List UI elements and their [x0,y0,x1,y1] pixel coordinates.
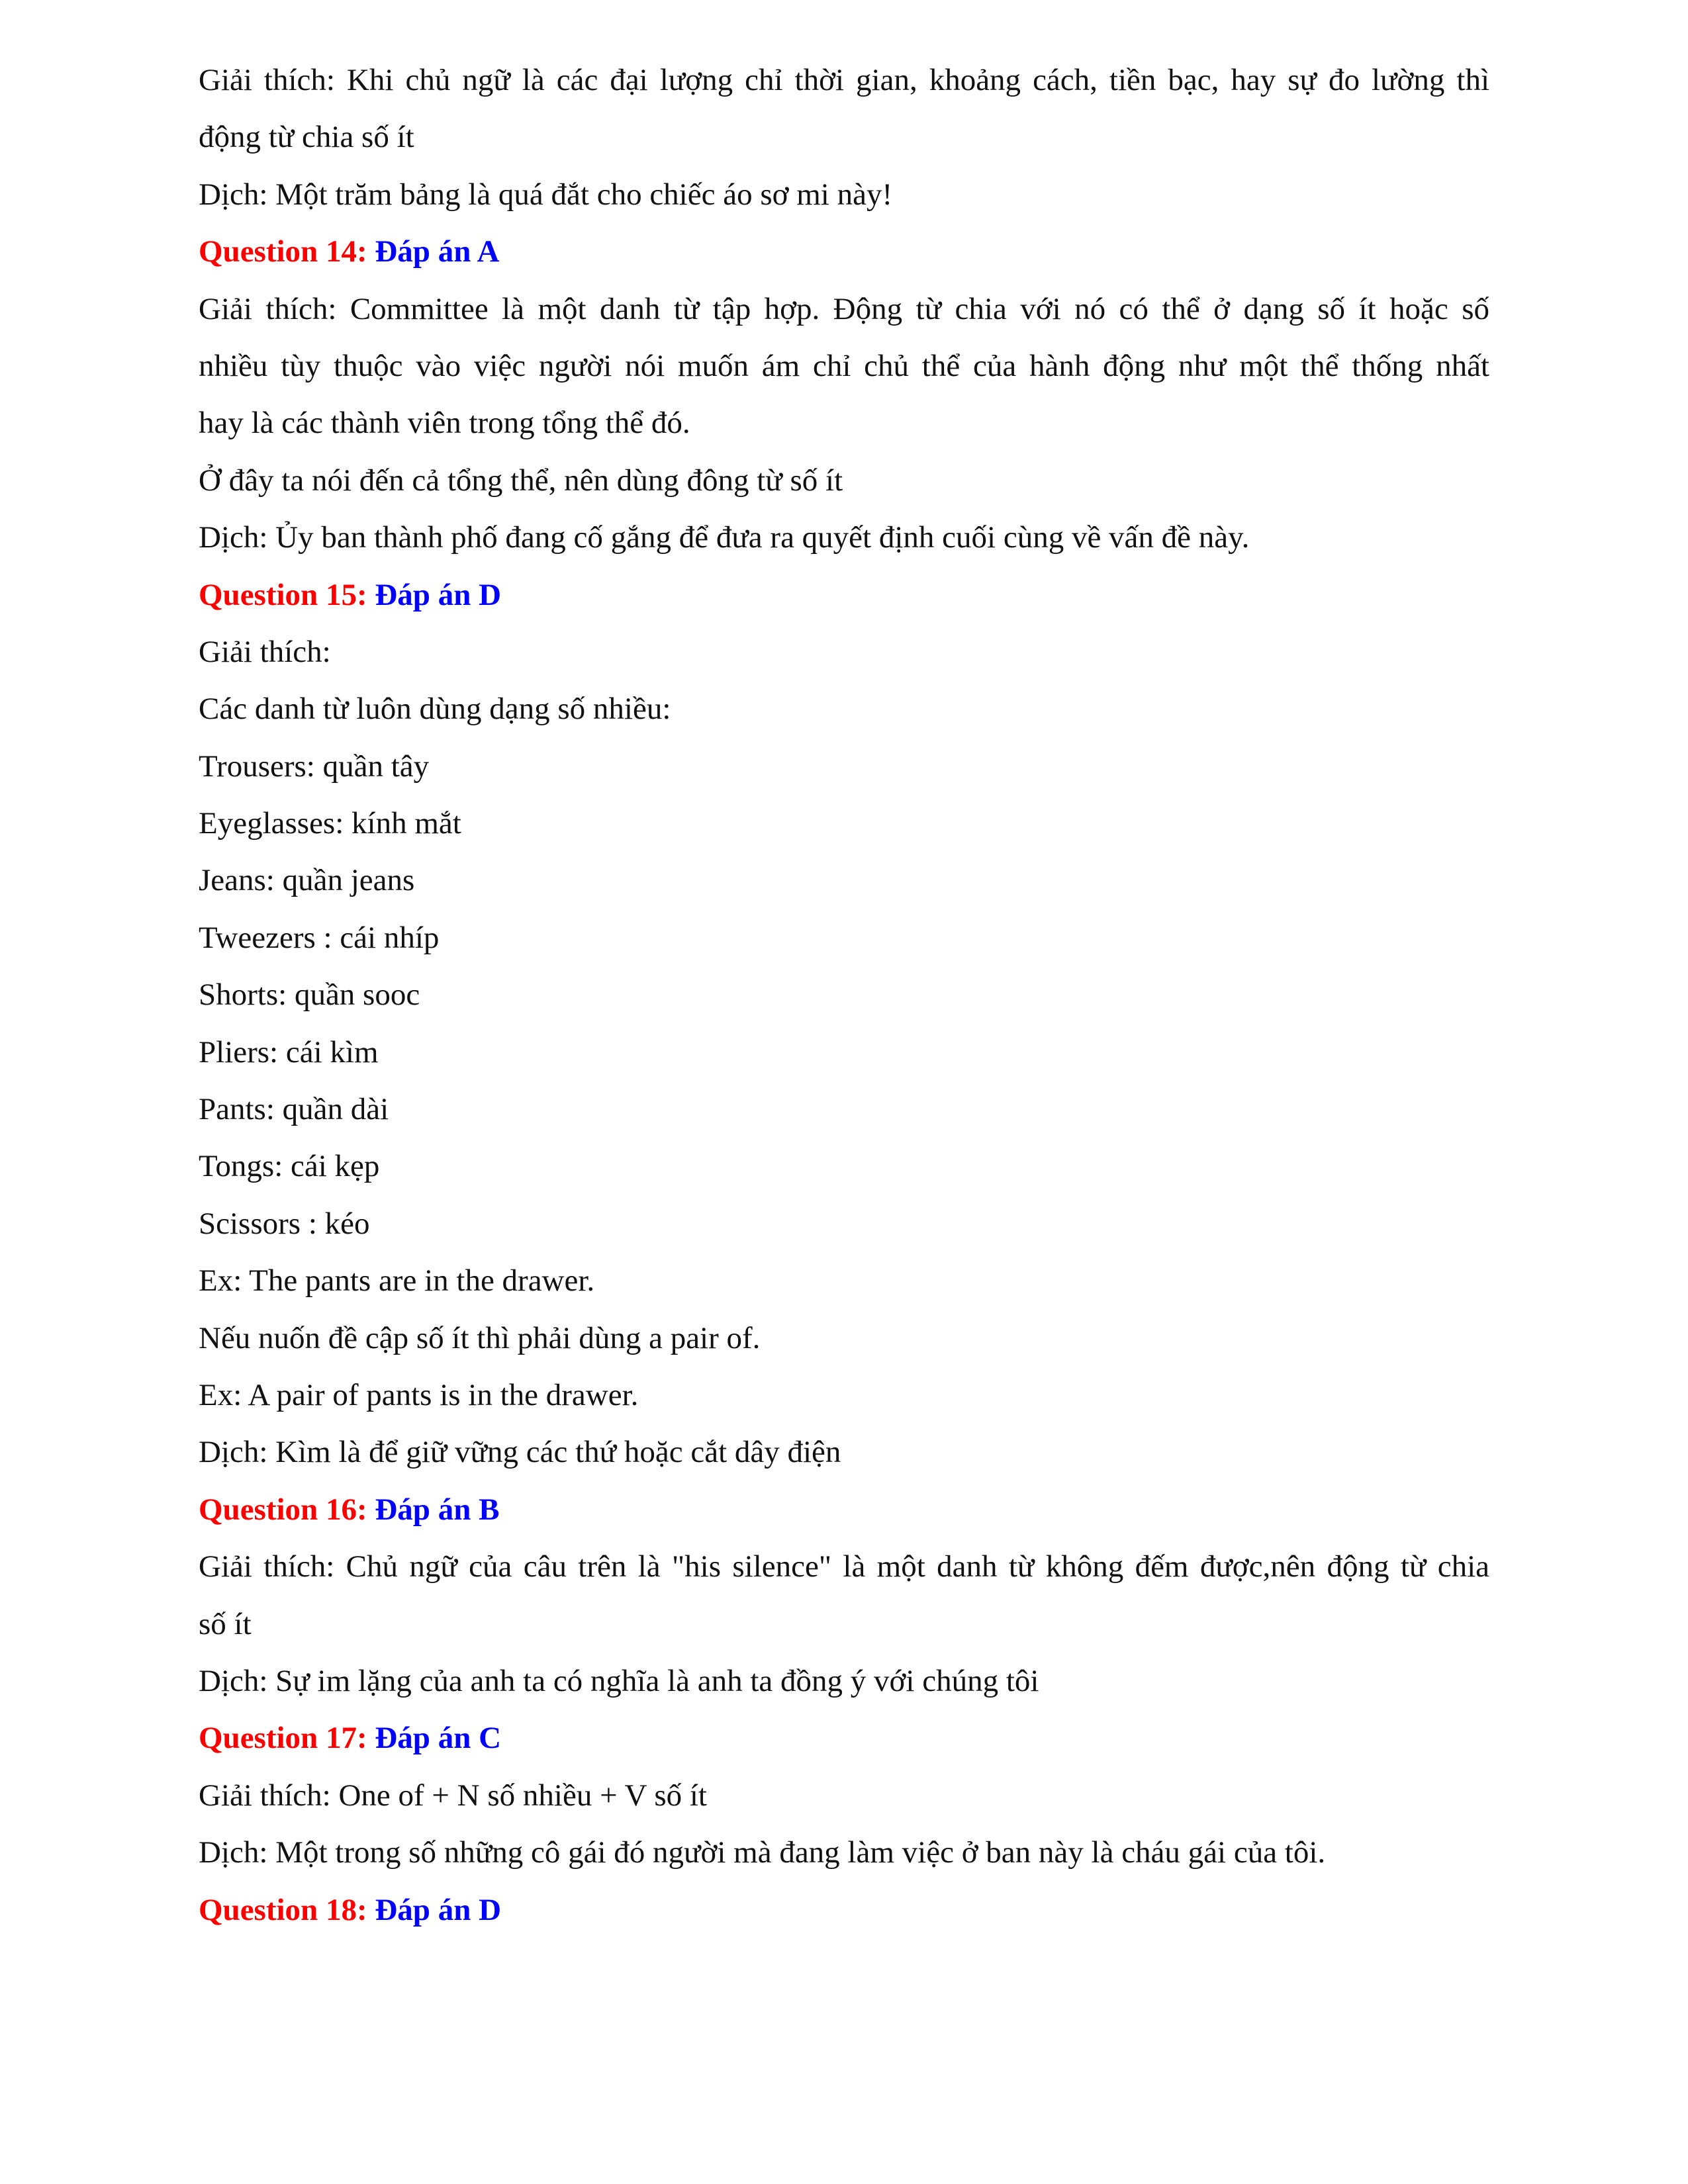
body-text-line: Jeans: quần jeans [199,863,415,898]
body-text-line: Pliers: cái kìm [199,1034,379,1069]
body-text-line: hay là các thành viên trong tổng thể đó. [199,406,690,441]
question-number: Question 16: [199,1492,367,1527]
body-text-line: Các danh từ luôn dùng dạng số nhiều: [199,692,671,727]
question-number: Question 15: [199,577,367,612]
body-text-line: động từ chia số ít [199,120,414,155]
body-text-line: Giải thích: One of + N số nhiều + V số ít [199,1778,707,1813]
body-text-line: Dịch: Một trăm bảng là quá đắt cho chiếc áo sơ mi này! [199,177,893,212]
body-text-line: Tweezers : cái nhíp [199,920,440,955]
body-text-line: Shorts: quần sooc [199,978,420,1013]
body-text-line: Giải thích: Committee là một danh từ tập hợp. Động từ chia với nó có thể ở dạng số ít hoặc số [199,291,1489,326]
body-text-line: Dịch: Kìm là để giữ vững các thứ hoặc cắt dây điện [199,1435,841,1470]
body-text-line: Scissors : kéo [199,1206,370,1241]
answer-key: Đáp án D [375,1892,502,1927]
body-text-line: Eyeglasses: kính mắt [199,806,461,841]
question-number: Question 18: [199,1892,367,1927]
answer-key: Đáp án A [375,234,500,269]
answer-key: Đáp án D [375,577,502,612]
body-text-line: Giải thích: [199,634,331,669]
answer-key: Đáp án B [375,1492,500,1527]
body-text-line: Dịch: Một trong số những cô gái đó người mà đang làm việc ở ban này là cháu gái của tôi. [199,1835,1326,1870]
body-text-line: Ex: A pair of pants is in the drawer. [199,1377,639,1412]
body-text-line: Ở đây ta nói đến cả tổng thể, nên dùng đông từ số ít [199,463,843,498]
answer-key: Đáp án C [375,1721,502,1756]
question-heading [199,223,1489,280]
question-heading [199,1709,1489,1766]
body-text-line: Dịch: Sự im lặng của anh ta có nghĩa là anh ta đồng ý với chúng tôi [199,1663,1039,1698]
body-text-line: Giải thích: Khi chủ ngữ là các đại lượng chỉ thời gian, khoảng cách, tiền bạc, hay sự đo lường thì [199,63,1489,97]
question-heading [199,1882,1489,1938]
body-text-line: Dịch: Ủy ban thành phố đang cố gắng để đưa ra quyết định cuối cùng về vấn đề này. [199,520,1250,555]
body-text-line: Ex: The pants are in the drawer. [199,1263,595,1298]
question-heading [199,1481,1489,1538]
document-page [199,52,1489,1938]
body-text-line: nhiều tùy thuộc vào việc người nói muốn ám chỉ chủ thể của hành động như một thể thống nhất [199,348,1489,383]
question-number: Question 17: [199,1721,367,1756]
question-heading [199,567,1489,623]
body-text-line: Nếu nuốn đề cập số ít thì phải dùng a pair of. [199,1320,761,1355]
body-text-line: Tongs: cái kẹp [199,1149,380,1184]
body-text-line: Pants: quần dài [199,1092,389,1127]
question-number: Question 14: [199,234,367,269]
body-text-line: Giải thích: Chủ ngữ của câu trên là "his silence" là một danh từ không đếm được,nên động từ chia [199,1549,1489,1584]
body-text-line: Trousers: quần tây [199,749,430,784]
body-text-line: số ít [199,1606,252,1641]
